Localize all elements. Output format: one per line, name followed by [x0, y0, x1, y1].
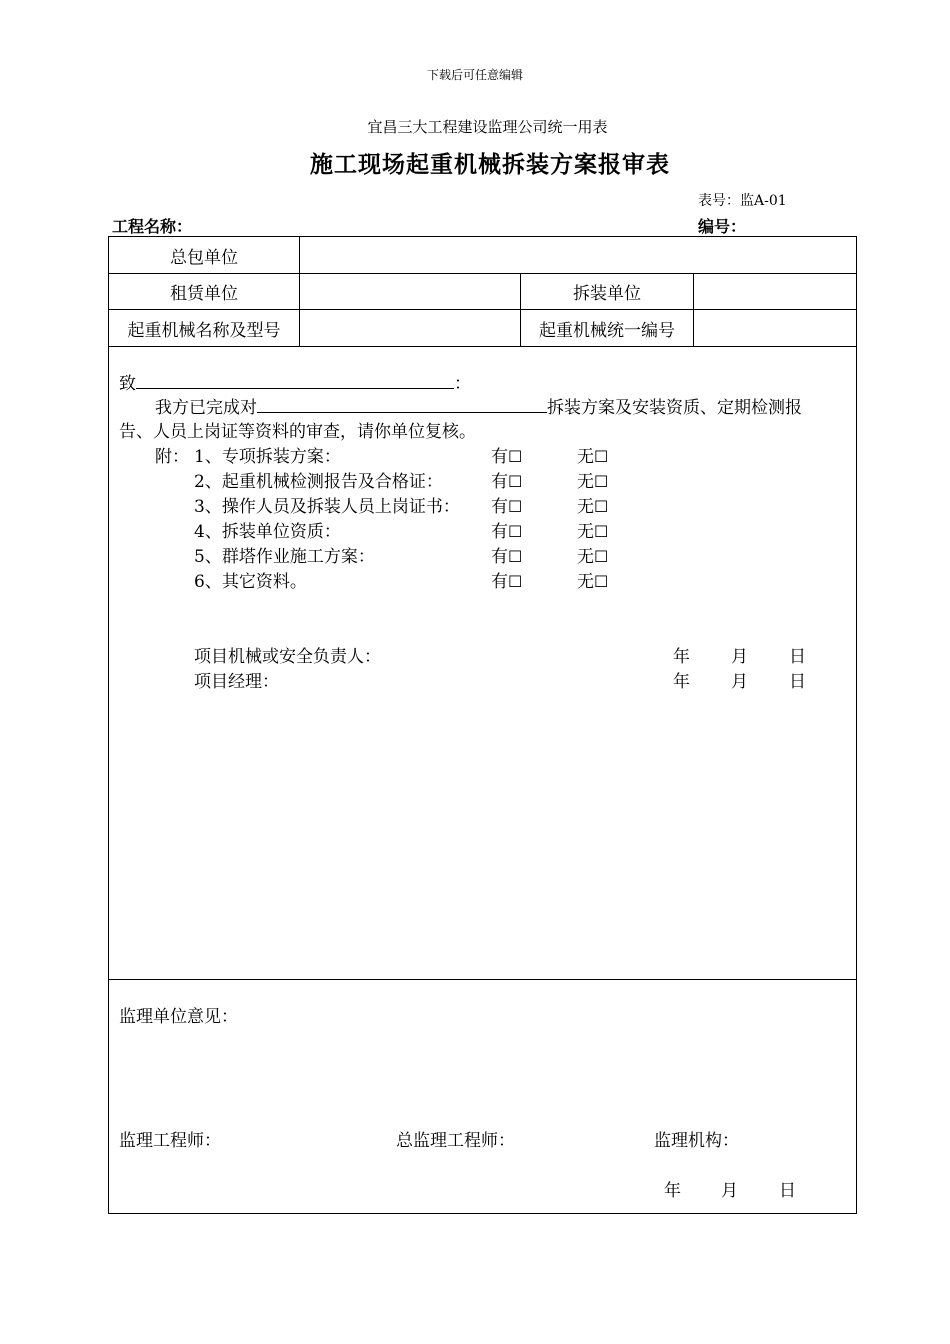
- attachment-yes-option[interactable]: [491, 442, 522, 467]
- attachment-yes-option[interactable]: [491, 467, 522, 492]
- no-label: 无: [577, 547, 594, 567]
- review-form-table: [108, 236, 857, 1214]
- attachment-yes-option[interactable]: [491, 542, 522, 567]
- page-title: 施工现场起重机械拆装方案报审表: [310, 151, 670, 178]
- statement-line-1: [155, 393, 802, 418]
- yes-checkbox[interactable]: ☐: [508, 547, 523, 566]
- attachment-label: 3、操作人员及拆装人员上岗证书：: [194, 497, 460, 517]
- machine-name-label: 起重机械名称及型号: [127, 320, 281, 341]
- attachment-label: 1、专项拆装方案：: [194, 447, 341, 467]
- attachments-prefix: 附：: [155, 447, 189, 467]
- no-label: 无: [577, 472, 594, 492]
- signature-month: 月: [731, 647, 748, 667]
- attachment-label: 4、拆装单位资质：: [194, 522, 341, 542]
- yes-checkbox[interactable]: ☐: [508, 447, 523, 466]
- statement-line-2: 告、人员上岗证等资料的审查，请你单位复核。: [119, 422, 476, 442]
- yes-label: 有: [491, 497, 508, 517]
- attachment-no-option[interactable]: [577, 542, 608, 567]
- company-name: 宜昌三大工程建设监理公司统一用表: [367, 118, 608, 136]
- chief-engineer-label: 总监理工程师：: [396, 1131, 515, 1151]
- attachment-no-option[interactable]: [577, 467, 608, 492]
- no-checkbox[interactable]: ☐: [594, 547, 609, 566]
- yes-checkbox[interactable]: ☐: [508, 472, 523, 491]
- attachment-label: 2、起重机械检测报告及合格证：: [194, 472, 443, 492]
- yes-label: 有: [491, 522, 508, 542]
- supervision-engineer-label: 监理工程师：: [119, 1131, 221, 1151]
- serial-number-label: 编号：: [698, 217, 747, 236]
- attachment-yes-option[interactable]: [491, 492, 522, 517]
- to-prefix: 致: [119, 374, 136, 394]
- signature-month: 月: [731, 672, 748, 692]
- yes-checkbox[interactable]: ☐: [508, 572, 523, 591]
- leasing-unit-label: 租赁单位: [170, 284, 238, 304]
- addressee-line: [119, 369, 471, 394]
- dismantling-unit-label: 拆装单位: [573, 284, 641, 304]
- no-label: 无: [577, 572, 594, 592]
- attachment-label: 6、其它资料。: [194, 572, 307, 592]
- attachment-label: 5、群塔作业施工方案：: [194, 547, 375, 567]
- row-divider: [109, 346, 856, 347]
- supervision-month: 月: [721, 1181, 738, 1201]
- attachment-yes-option[interactable]: [491, 567, 522, 592]
- yes-label: 有: [491, 472, 508, 492]
- form-number: 表号：监A-01: [698, 193, 787, 209]
- general-contractor-field[interactable]: [300, 237, 856, 273]
- signature-year: 年: [673, 672, 690, 692]
- attachment-yes-option[interactable]: [491, 517, 522, 542]
- watermark-text: 下载后可任意编辑: [426, 68, 523, 82]
- no-checkbox[interactable]: ☐: [594, 522, 609, 541]
- general-contractor-label: 总包单位: [170, 247, 238, 268]
- signature-year: 年: [673, 647, 690, 667]
- project-name-label: 工程名称：: [112, 217, 193, 236]
- attachment-no-option[interactable]: [577, 567, 608, 592]
- signature-label: 项目经理：: [194, 672, 279, 692]
- signature-day: 日: [789, 672, 806, 692]
- yes-label: 有: [491, 547, 508, 567]
- to-suffix: ：: [454, 374, 471, 394]
- machine-name-field[interactable]: [300, 310, 520, 346]
- dismantling-unit-field[interactable]: [694, 274, 856, 309]
- no-checkbox[interactable]: ☐: [594, 572, 609, 591]
- attachment-no-option[interactable]: [577, 517, 608, 542]
- supervision-org-label: 监理机构：: [654, 1131, 739, 1151]
- supervision-day: 日: [779, 1181, 796, 1201]
- no-label: 无: [577, 447, 594, 467]
- statement-prefix: 我方已完成对: [155, 398, 257, 418]
- signature-day: 日: [789, 647, 806, 667]
- leasing-unit-field[interactable]: [300, 274, 520, 309]
- yes-checkbox[interactable]: ☐: [508, 522, 523, 541]
- no-checkbox[interactable]: ☐: [594, 447, 609, 466]
- section-divider: [109, 979, 856, 980]
- attachment-no-option[interactable]: [577, 442, 608, 467]
- supervision-year: 年: [664, 1181, 681, 1201]
- supervision-opinion-label: 监理单位意见：: [119, 1007, 238, 1027]
- yes-label: 有: [491, 447, 508, 467]
- attachment-no-option[interactable]: [577, 492, 608, 517]
- scheme-name-field[interactable]: [257, 394, 547, 413]
- machine-code-label: 起重机械统一编号: [539, 320, 675, 341]
- yes-label: 有: [491, 572, 508, 592]
- machine-code-field[interactable]: [694, 310, 856, 346]
- statement-suffix: 拆装方案及安装资质、定期检测报: [547, 398, 802, 418]
- no-checkbox[interactable]: ☐: [594, 472, 609, 491]
- yes-checkbox[interactable]: ☐: [508, 497, 523, 516]
- no-label: 无: [577, 497, 594, 517]
- no-label: 无: [577, 522, 594, 542]
- signature-label: 项目机械或安全负责人：: [194, 647, 381, 667]
- addressee-field[interactable]: [136, 370, 454, 389]
- no-checkbox[interactable]: ☐: [594, 497, 609, 516]
